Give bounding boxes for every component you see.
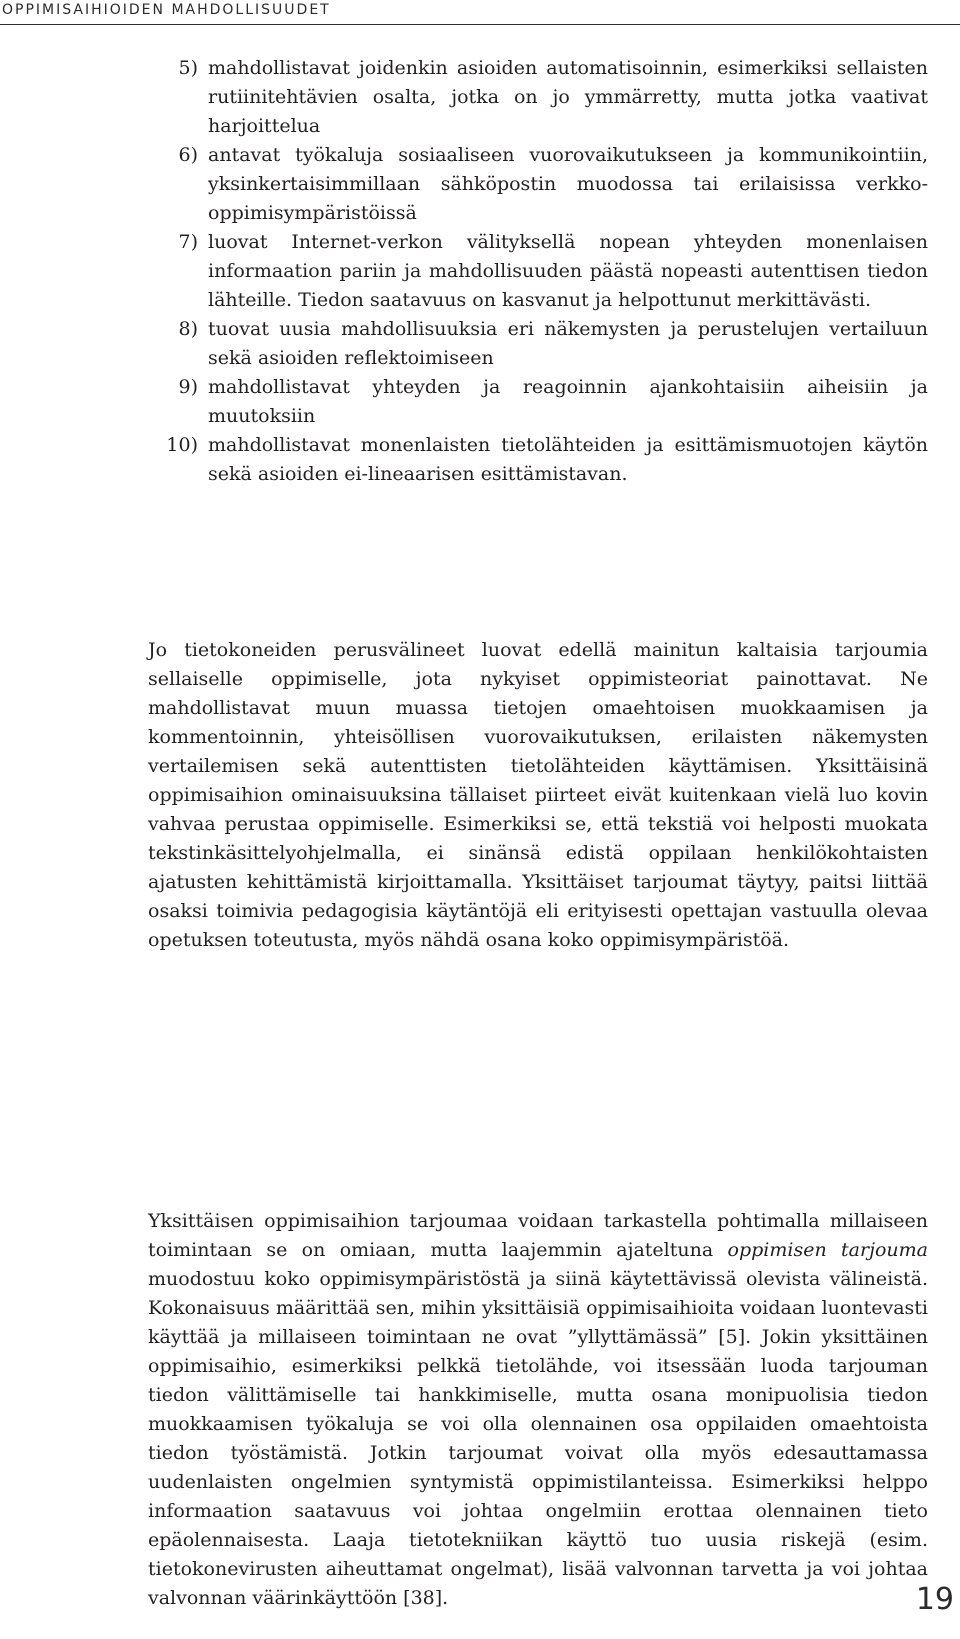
body-paragraph <box>148 1207 928 1613</box>
list-item <box>148 373 928 431</box>
italic-term: oppimisen tarjouma <box>727 1239 928 1261</box>
paragraph-text: muodostuu koko oppimisympäristöstä ja siinä käytettävissä olevista välineistä. Kokonaisuus määrittää sen, mihin yksittäisiä oppimisaihioita voidaan luontevasti käyttää ja millaiseen toimintaan ne ovat ”yllyttämässä” [5]. Jokin yksittäinen oppimisaihio, esimerkiksi pelkkä tietolähde, voi itsessään luoda tarjouman tiedon välittämiselle tai hankkimiselle, mutta osana monipuolisia tiedon muokkaamisen työkaluja se voi olla olennainen osa oppilaiden omaehtoista tiedon työstämistä. Jotkin tarjoumat voivat olla myös edesauttamassa uudenlaisten ongelmien syntymistä oppimistilanteissa. Esimerkiksi helppo informaation saatavuus voi johtaa ongelmiin erottaa olennainen tieto epäolennaisesta. Laaja tietotekniikan käyttö tuo uusia riskejä (esim. tietokonevirusten aiheuttamat ongelmat), lisää valvonnan tarvetta ja voi johtaa valvonnan väärinkäyttöön [38]. <box>148 1268 928 1609</box>
list-item-text: tuovat uusia mahdollisuuksia eri näkemysten ja perustelujen vertailuun sekä asioiden reflektoimiseen <box>208 318 928 369</box>
body-paragraph: Jo tietokoneiden perusvälineet luovat edellä mainitun kaltaisia tarjoumia sellaiselle oppimiselle, jota nykyiset oppimisteoriat painottavat. Ne mahdollistavat muun muassa tietojen omaehtoisen muokkaamisen ja kommentoinnin, yhteisöllisen vuorovaikutuksen, erilaisten näkemysten vertailemisen sekä autenttisten tietolähteiden käyttämisen. Yksittäisinä oppimisaihion ominaisuuksina tällaiset piirteet eivät kuitenkaan vielä luo kovin vahvaa perustaa oppimiselle. Esimerkiksi se, että tekstiä voi helposti muokata tekstinkäsittelyohjelmalla, ei sinänsä edistä oppilaan henkilökohtaisten ajatusten kehittämistä kirjoittamalla. Yksittäiset tarjoumat täytyy, paitsi liittää osaksi toimivia pedagogisia käytäntöjä eli erityisesti opettajan vastuulla olevaa opetuksen toteutusta, myös nähdä osana koko oppimisympäristöä. <box>148 639 928 951</box>
list-item-text: antavat työkaluja sosiaaliseen vuorovaikutukseen ja kommunikointiin, yksinkertaisimmillaan sähköpostin muodossa tai erilaisissa verkko-oppimisympäristöissä <box>208 144 928 224</box>
list-item-number: 9) <box>178 376 198 398</box>
list-item-number: 6) <box>178 144 198 166</box>
header-rule <box>0 24 960 25</box>
list-item <box>148 228 928 315</box>
numbered-list <box>148 54 928 489</box>
list-item <box>148 54 928 141</box>
list-item-number: 8) <box>178 318 198 340</box>
paragraph-text: Yksittäisen oppimisaihion tarjoumaa voidaan tarkastella pohtimalla millaiseen toimintaan se on omiaan, mutta laajemmin ajateltuna <box>148 1210 928 1261</box>
list-item-text: luovat Internet-verkon välityksellä nopean yhteyden monenlaisen informaation pariin ja mahdollisuuden päästä nopeasti autenttisen tiedon lähteille. Tiedon saatavuus on kasvanut ja helpottunut merkittävästi. <box>208 231 928 311</box>
list-item-number: 10) <box>166 434 198 456</box>
list-item <box>148 315 928 373</box>
list-item-text: mahdollistavat monenlaisten tietolähteiden ja esittämismuotojen käytön sekä asioiden ei-lineaarisen esittämistavan. <box>208 434 928 485</box>
running-head: OPPIMISAIHIOIDEN MAHDOLLISUUDET <box>2 2 331 18</box>
list-item-text: mahdollistavat yhteyden ja reagoinnin ajankohtaisiin aiheisiin ja muutoksiin <box>208 376 928 427</box>
list-item-text: mahdollistavat joidenkin asioiden automatisoinnin, esimerkiksi sellaisten rutiinitehtävien osalta, jotka on jo ymmärretty, mutta jotka vaativat harjoittelua <box>208 57 928 137</box>
list-item-number: 5) <box>178 57 198 79</box>
page-number: 19 <box>915 1582 954 1617</box>
list-item-number: 7) <box>178 231 198 253</box>
list-item <box>148 431 928 489</box>
list-item <box>148 141 928 228</box>
